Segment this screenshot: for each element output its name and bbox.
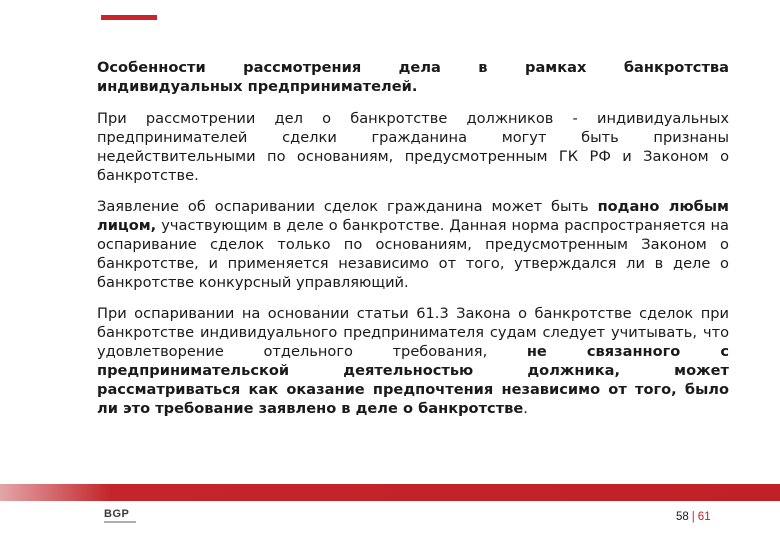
paragraph-3-bold: не связанного с предпринимательской деятельностью должника, может рассматриваться как оказание предпочтения независимо от того, было ли это требование заявлено в деле о банкротстве: [97, 343, 729, 417]
paragraph-3-text-c: .: [523, 400, 528, 417]
paragraph-1: При рассмотрении дел о банкротстве должников - индивидуальных предпринимателей сделки гражданина могут быть признаны недействительными по основаниям, предусмотренным ГК РФ и Законом о банкротстве.: [97, 110, 729, 184]
page-total: 61: [697, 511, 711, 523]
page-separator: |: [691, 511, 695, 523]
paragraph-2: [97, 197, 729, 292]
company-logo: BGP: [104, 508, 130, 520]
slide-content: [97, 58, 729, 430]
page-current: 58: [676, 511, 689, 523]
paragraph-3-text-a: При оспаривании на основании статьи 61.3 Закона о банкротстве сделок при банкротстве индивидуального предпринимателя судам следует учитывать, что удовлетворение отдельного требования,: [97, 305, 729, 360]
paragraph-2-bold: подано любым лицом,: [97, 198, 729, 234]
footer-band: [0, 484, 780, 501]
slide-heading-line1: Особенности рассмотрения дела в рамках банкротства: [97, 59, 729, 76]
title-accent-bar: [101, 15, 157, 20]
slide-heading-line2: индивидуальных предпринимателей.: [97, 78, 418, 95]
paragraph-2-text-c: участвующим в деле о банкротстве. Данная норма распространяется на оспаривание сделок только по основаниям, предусмотренным Законом о банкротстве, и применяется независимо от того, утверждался ли в деле о банкротстве конкурсный управляющий.: [97, 217, 729, 291]
paragraph-2-text-a: Заявление об оспаривании сделок гражданина может быть: [97, 198, 598, 215]
paragraph-3: [97, 304, 729, 418]
page-number: [676, 511, 711, 523]
logo-subtitle-mark: [104, 521, 136, 523]
